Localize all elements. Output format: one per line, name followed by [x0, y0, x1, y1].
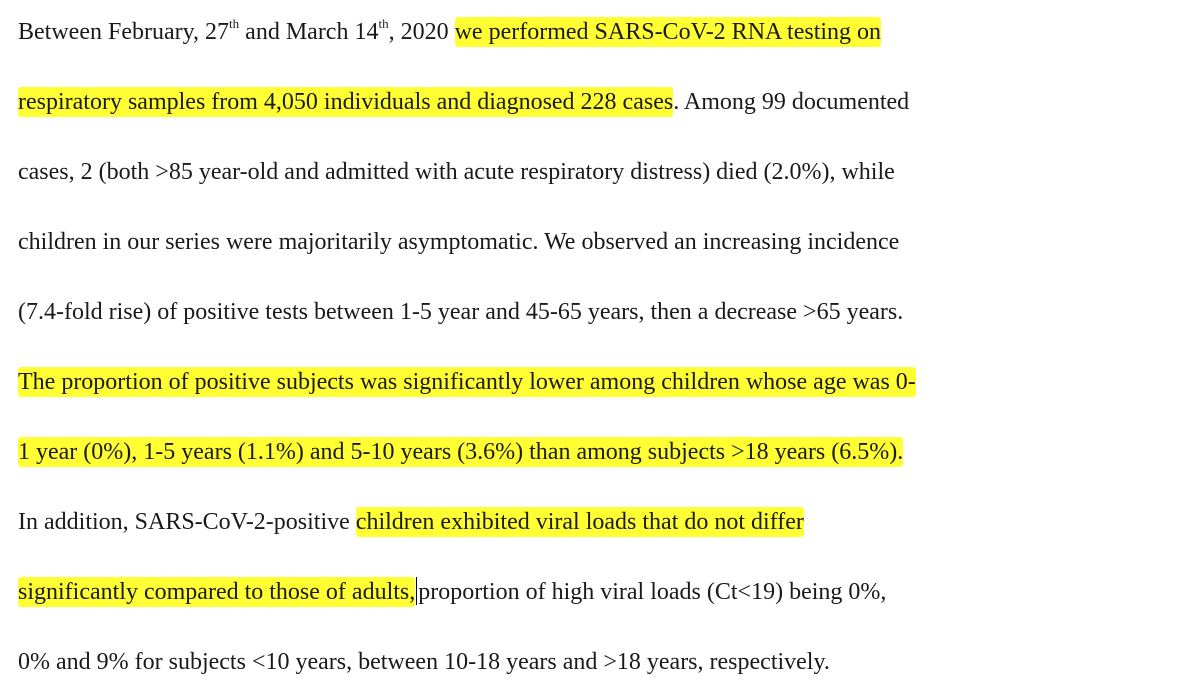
text-line-5: (7.4-fold rise) of positive tests between 1-5 year and 45-65 years, then a decrease >65 years. — [18, 299, 904, 325]
line8-text-a: In addition, SARS-CoV-2-positive — [18, 509, 356, 535]
line1-text-b: and March 14 — [239, 19, 379, 45]
text-line-10: 0% and 9% for subjects <10 years, between 10-18 years and >18 years, respectively. — [18, 649, 830, 675]
line9-text-rest: proportion of high viral loads (Ct<19) being 0%, — [418, 579, 887, 605]
line1-text-a: Between February, 27 — [18, 19, 230, 45]
text-line-1 — [18, 17, 881, 50]
line1-superscript-2: th — [378, 16, 389, 31]
line8-highlight: children exhibited viral loads that do not differ — [355, 509, 804, 535]
line2-highlight: respiratory samples from 4,050 individuals and diagnosed 228 cases — [18, 89, 674, 115]
line1-text-c: , 2020 — [388, 19, 455, 45]
line6-highlight: The proportion of positive subjects was significantly lower among children whose age was 0- — [18, 369, 916, 395]
line2-text-rest: . Among 99 documented — [673, 89, 910, 115]
text-line-6 — [18, 367, 916, 397]
text-line-9 — [18, 577, 886, 607]
text-line-4: children in our series were majoritarily asymptomatic. We observed an increasing incidence — [18, 229, 900, 255]
line9-highlight: significantly compared to those of adults, — [18, 579, 416, 605]
line1-superscript-1: th — [229, 16, 240, 31]
text-line-8 — [18, 507, 804, 537]
text-line-3: cases, 2 (both >85 year-old and admitted with acute respiratory distress) died (2.0%), while — [18, 159, 895, 185]
line1-highlight: we performed SARS-CoV-2 RNA testing on — [454, 19, 882, 45]
text-line-7 — [18, 437, 903, 467]
text-line-2 — [18, 87, 909, 117]
line7-highlight: 1 year (0%), 1-5 years (1.1%) and 5-10 years (3.6%) than among subjects >18 years (6.5%). — [18, 439, 904, 465]
